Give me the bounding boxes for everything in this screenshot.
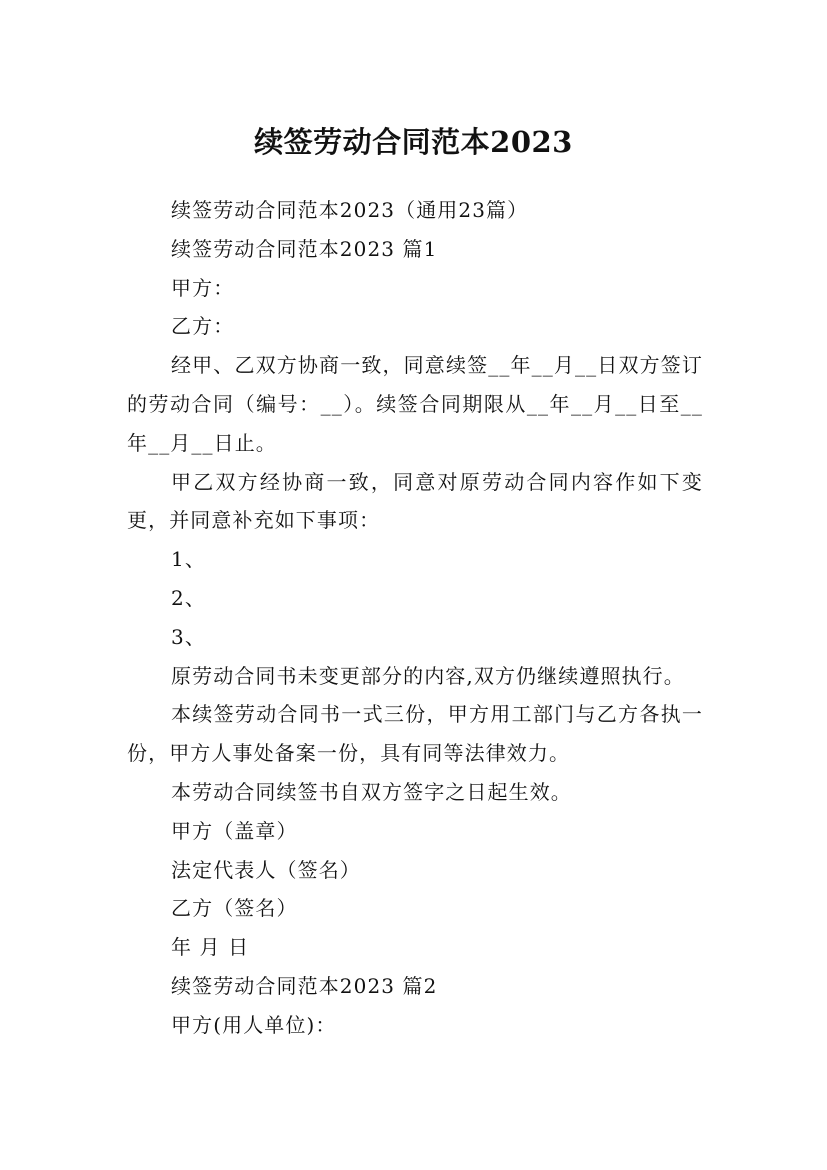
document-body [127, 191, 703, 1045]
section-title-2: 续签劳动合同范本2023 篇2 [171, 973, 438, 998]
contract-change-paragraph: 甲乙双方经协商一致，同意对原劳动合同内容作如下变更，并同意补充如下事项： [127, 469, 703, 533]
legal-representative-label: 法定代表人（签名） [171, 857, 361, 882]
date-line: 年 月 日 [171, 935, 250, 960]
copies-paragraph: 本续签劳动合同书一式三份，甲方用工部门与乙方各执一份，甲方人事处备案一份，具有同等法律效力。 [127, 702, 703, 766]
effective-date-paragraph: 本劳动合同续签书自双方签字之日起生效。 [171, 779, 572, 804]
contract-renewal-paragraph: 经甲、乙双方协商一致，同意续签__年__月__日双方签订的劳动合同（编号：__）。续签合同期限从__年__月__日至__年__月__日止。 [127, 353, 703, 455]
unchanged-content-paragraph: 原劳动合同书未变更部分的内容,双方仍继续遵照执行。 [171, 663, 685, 688]
section-title-1: 续签劳动合同范本2023 篇1 [171, 236, 438, 261]
party-a-label: 甲方： [171, 275, 235, 300]
list-item-1: 1、 [171, 547, 206, 572]
employer-label: 甲方(用人单位)： [171, 1012, 337, 1037]
document-title: 续签劳动合同范本2023 [254, 125, 573, 160]
party-b-label: 乙方： [171, 314, 235, 339]
party-b-signature-label: 乙方（签名） [171, 896, 298, 921]
party-a-seal-label: 甲方（盖章） [171, 818, 298, 843]
list-item-2: 2、 [171, 585, 206, 610]
paragraph-heading: 续签劳动合同范本2023（通用23篇） [171, 198, 529, 222]
list-item-3: 3、 [171, 624, 206, 649]
